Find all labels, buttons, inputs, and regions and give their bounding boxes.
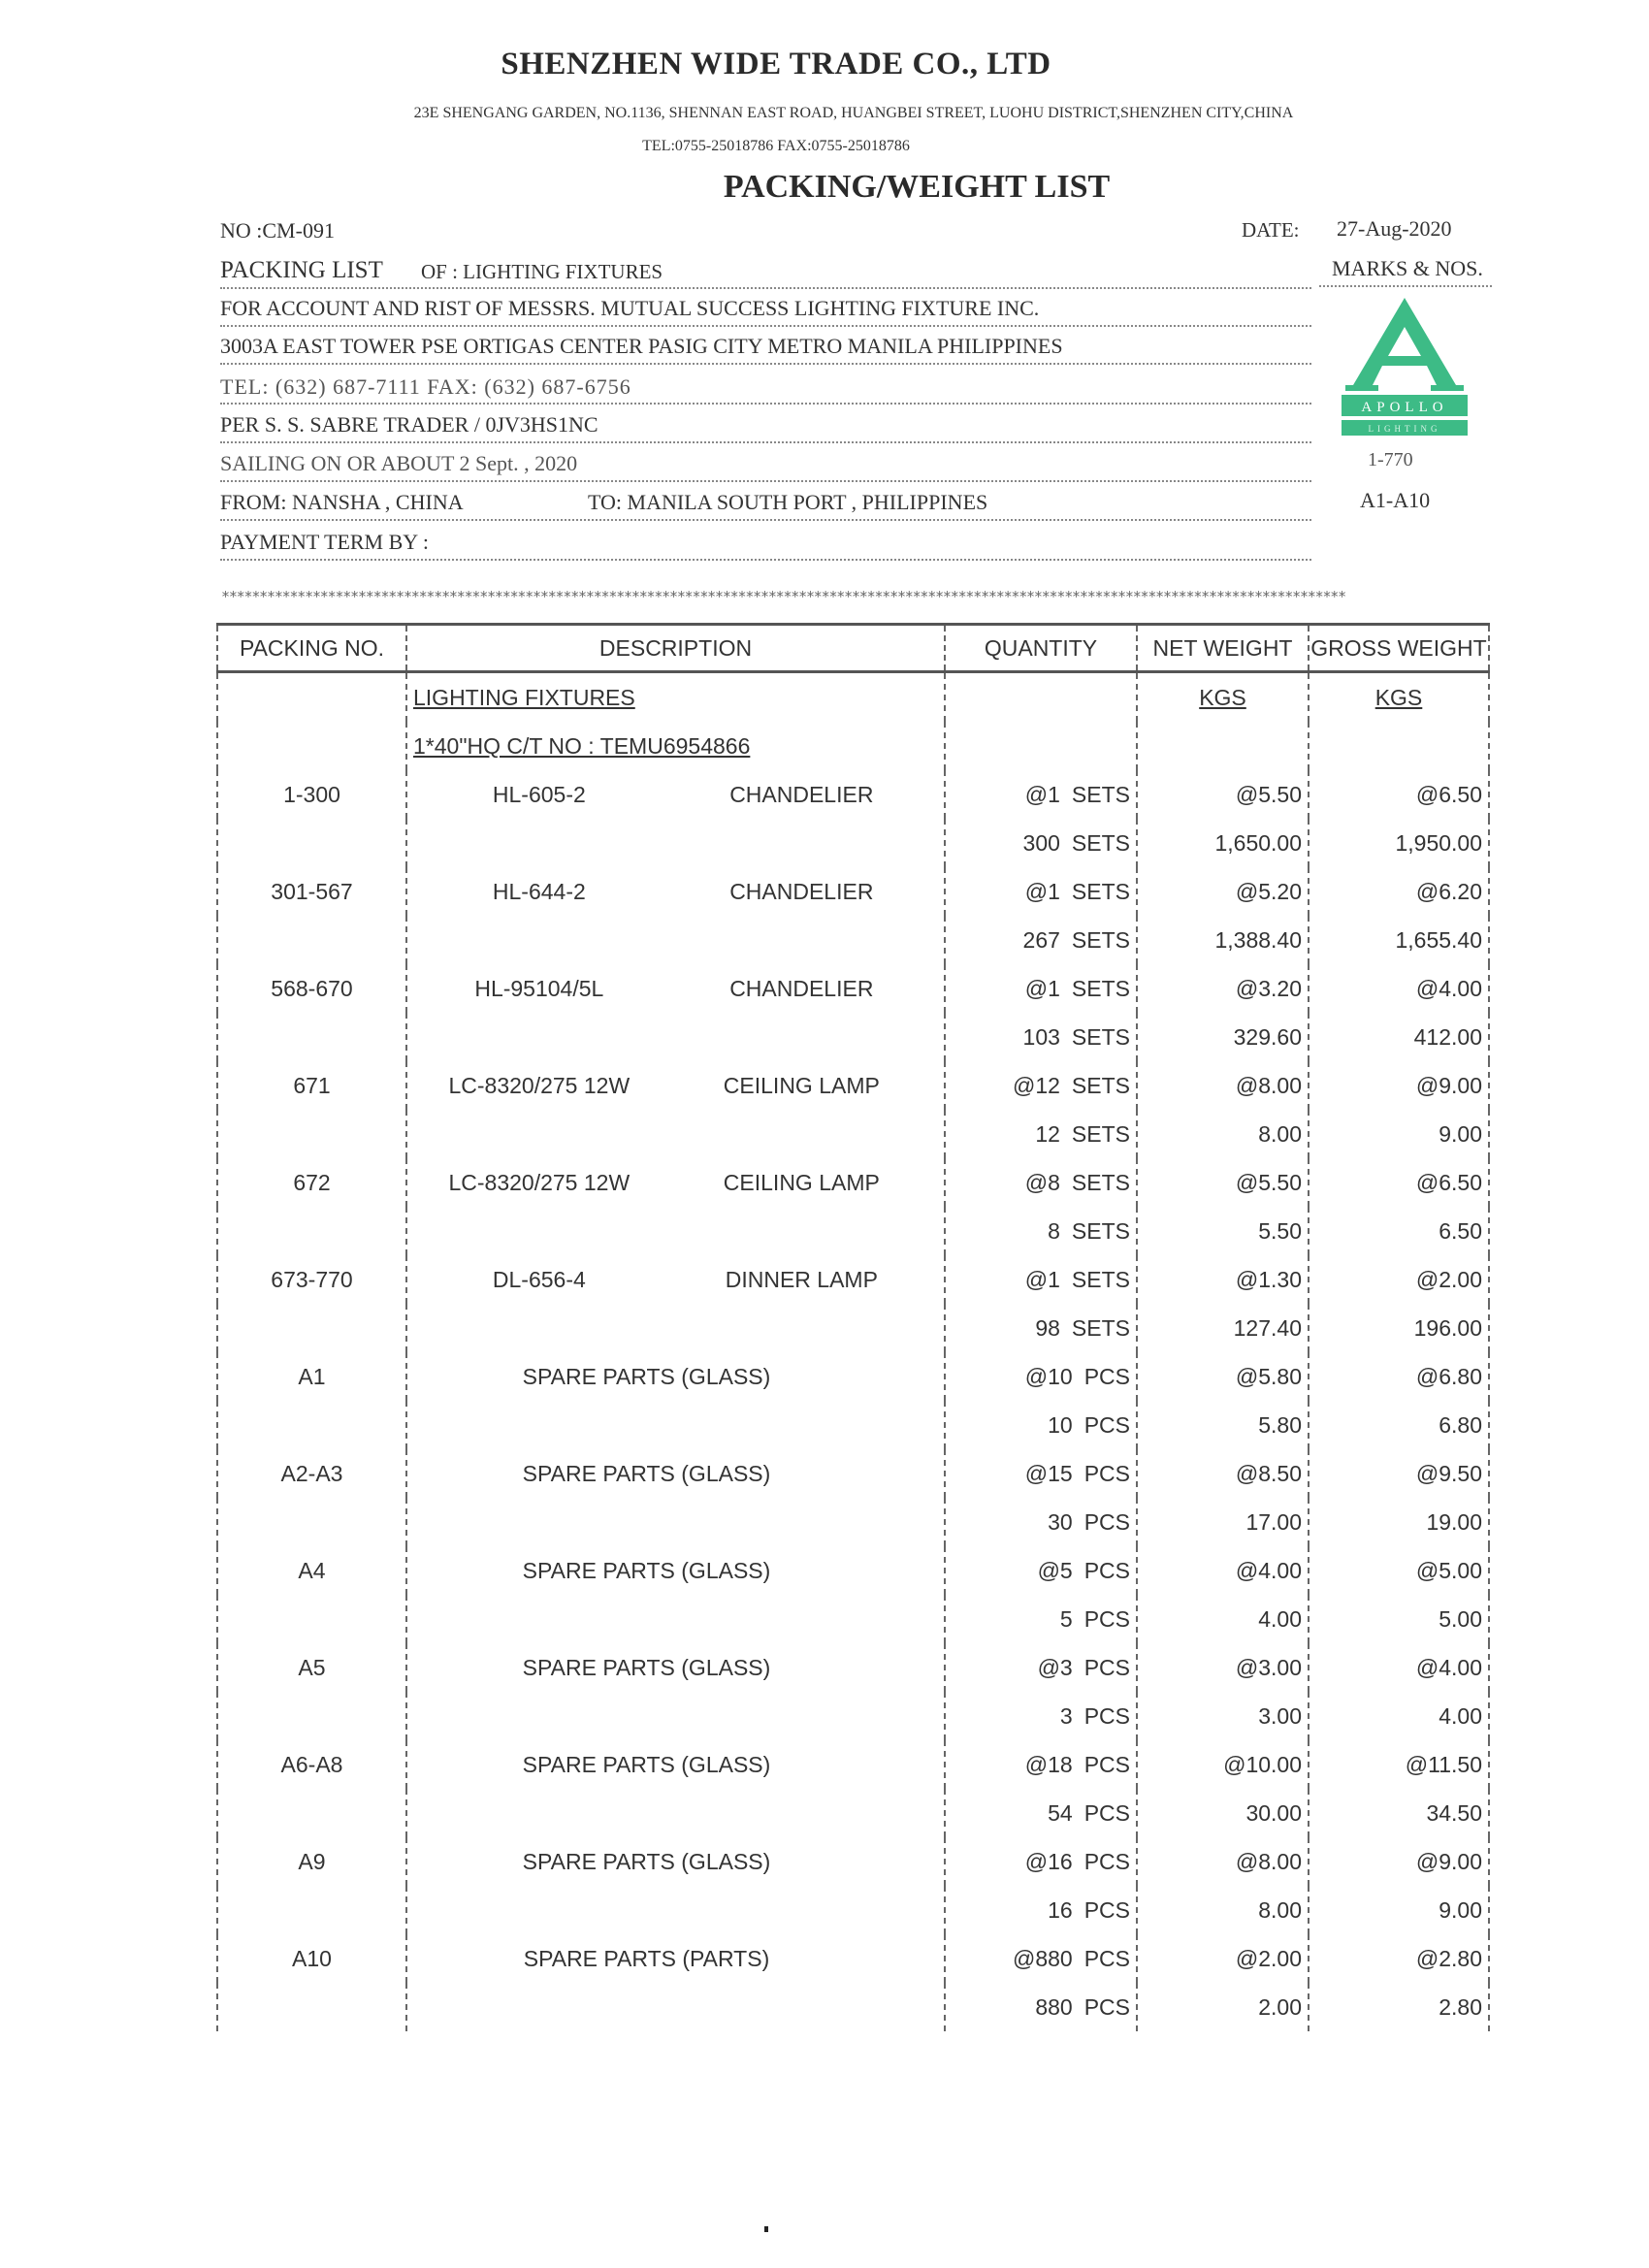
total-gross-weight: 2.80 — [1309, 1983, 1489, 2031]
packing-no: A9 — [217, 1837, 406, 1886]
description-cell — [406, 1158, 945, 1207]
item-name: SPARE PARTS (GLASS) — [522, 1751, 771, 1777]
table-row — [217, 1352, 1489, 1401]
packing-no: A4 — [217, 1546, 406, 1595]
unit-qty: @8 — [1024, 1169, 1060, 1195]
qty-unit: PCS — [1083, 1654, 1130, 1680]
qty-unit: SETS — [1071, 1169, 1130, 1195]
table-row-total — [217, 1207, 1489, 1255]
total-quantity-cell — [945, 1983, 1137, 2031]
total-net-weight: 127.40 — [1137, 1304, 1309, 1352]
qty-unit: PCS — [1083, 1363, 1130, 1389]
dotted-rule — [220, 480, 1311, 482]
total-gross-weight: 5.00 — [1309, 1595, 1489, 1643]
packing-list-label: PACKING LIST — [220, 257, 383, 283]
total-net-weight: 4.00 — [1137, 1595, 1309, 1643]
item-name: CHANDELIER — [729, 975, 874, 1001]
vessel-line: PER S. S. SABRE TRADER / 0JV3HS1NC — [220, 412, 598, 437]
consignee-contact: TEL: (632) 687-7111 FAX: (632) 687-6756 — [220, 374, 631, 399]
description-cell — [406, 1061, 945, 1110]
unit-quantity-cell — [945, 1934, 1137, 1983]
description-cell — [406, 964, 945, 1013]
table-row — [217, 1934, 1489, 1983]
asterisk-separator: **************************************************************************************************************************************************** — [221, 588, 1345, 605]
unit-quantity-cell — [945, 867, 1137, 916]
unit-qty: @880 — [1012, 1945, 1073, 1971]
unit-quantity-cell — [945, 1740, 1137, 1789]
document-title: PACKING/WEIGHT LIST — [723, 169, 1111, 205]
consignee-address: 3003A EAST TOWER PSE ORTIGAS CENTER PASIG CITY METRO MANILA PHILIPPINES — [220, 334, 1063, 358]
total-gross-weight: 6.80 — [1309, 1401, 1489, 1449]
total-quantity-cell — [945, 916, 1137, 964]
total-quantity-cell — [945, 1013, 1137, 1061]
total-net-weight: 8.00 — [1137, 1886, 1309, 1934]
table-row — [217, 1255, 1489, 1304]
account-line: FOR ACCOUNT AND RIST OF MESSRS. MUTUAL SUCCESS LIGHTING FIXTURE INC. — [220, 296, 1040, 320]
total-gross-weight: 9.00 — [1309, 1886, 1489, 1934]
item-name: SPARE PARTS (GLASS) — [522, 1848, 771, 1874]
unit-qty: @12 — [1012, 1072, 1060, 1098]
qty-unit: PCS — [1083, 1460, 1130, 1486]
qty-unit: SETS — [1071, 1120, 1130, 1147]
total-qty: 98 — [1035, 1314, 1060, 1341]
item-name: SPARE PARTS (GLASS) — [522, 1654, 771, 1680]
qty-unit: PCS — [1083, 1508, 1130, 1535]
item-model: HL-644-2 — [492, 878, 586, 904]
packing-no: A1 — [217, 1352, 406, 1401]
header-packing-no: PACKING NO. — [217, 625, 406, 672]
total-gross-weight: 6.50 — [1309, 1207, 1489, 1255]
payment-term: PAYMENT TERM BY : — [220, 530, 429, 554]
table-row — [217, 1449, 1489, 1498]
packing-table — [216, 623, 1490, 2031]
total-qty: 880 — [1035, 1993, 1073, 2020]
table-row — [217, 964, 1489, 1013]
unit-net-weight: @3.00 — [1137, 1643, 1309, 1692]
table-row-total — [217, 1983, 1489, 2031]
description-cell — [406, 770, 945, 819]
dotted-rule — [220, 441, 1311, 443]
unit-quantity-cell — [945, 964, 1137, 1013]
item-name: SPARE PARTS (GLASS) — [522, 1557, 771, 1583]
company-contact: TEL:0755-25018786 FAX:0755-25018786 — [642, 138, 910, 154]
unit-net-weight: @8.00 — [1137, 1837, 1309, 1886]
table-row-total — [217, 819, 1489, 867]
total-qty: 10 — [1048, 1411, 1073, 1438]
table-row — [217, 1158, 1489, 1207]
unit-qty: @10 — [1024, 1363, 1073, 1389]
unit-net-weight: @3.20 — [1137, 964, 1309, 1013]
unit-gross-weight: @9.00 — [1309, 1061, 1489, 1110]
total-net-weight: 5.80 — [1137, 1401, 1309, 1449]
unit-qty: @1 — [1024, 975, 1060, 1001]
total-quantity-cell — [945, 1304, 1137, 1352]
table-row — [217, 1643, 1489, 1692]
packing-no: 1-300 — [217, 770, 406, 819]
unit-qty: @1 — [1024, 1266, 1060, 1292]
item-model: LC-8320/275 12W — [448, 1072, 630, 1098]
total-net-weight: 1,650.00 — [1137, 819, 1309, 867]
total-net-weight: 329.60 — [1137, 1013, 1309, 1061]
unit-net-weight: @10.00 — [1137, 1740, 1309, 1789]
unit-qty: @18 — [1024, 1751, 1073, 1777]
total-gross-weight: 9.00 — [1309, 1110, 1489, 1158]
total-gross-weight: 19.00 — [1309, 1498, 1489, 1546]
svg-text:LIGHTING: LIGHTING — [1368, 424, 1441, 434]
table-row-total — [217, 1595, 1489, 1643]
unit-net-weight: @2.00 — [1137, 1934, 1309, 1983]
total-qty: 3 — [1059, 1702, 1073, 1729]
packing-no: 673-770 — [217, 1255, 406, 1304]
description-cell — [406, 1837, 945, 1886]
container-number: 1*40"HQ C/T NO : TEMU6954866 — [413, 732, 751, 759]
dotted-rule — [220, 287, 1311, 289]
total-qty: 12 — [1035, 1120, 1060, 1147]
sailing-line: SAILING ON OR ABOUT 2 Sept. , 2020 — [220, 451, 578, 475]
packing-no: 568-670 — [217, 964, 406, 1013]
unit-gross-weight: @6.20 — [1309, 867, 1489, 916]
unit-quantity-cell — [945, 1449, 1137, 1498]
qty-unit: PCS — [1083, 1411, 1130, 1438]
qty-unit: PCS — [1083, 1605, 1130, 1632]
unit-gross-weight: @6.50 — [1309, 1158, 1489, 1207]
total-net-weight: 1,388.40 — [1137, 916, 1309, 964]
table-row-total — [217, 1013, 1489, 1061]
unit-qty: @1 — [1024, 878, 1060, 904]
total-quantity-cell — [945, 1401, 1137, 1449]
item-name: SPARE PARTS (PARTS) — [523, 1945, 770, 1971]
qty-unit: SETS — [1071, 1072, 1130, 1098]
item-name: CEILING LAMP — [723, 1072, 880, 1098]
table-row-total — [217, 916, 1489, 964]
section-row — [217, 672, 1489, 723]
dotted-rule — [220, 403, 1311, 405]
unit-qty: @16 — [1024, 1848, 1073, 1874]
description-cell — [406, 1934, 945, 1983]
unit-quantity-cell — [945, 1837, 1137, 1886]
total-net-weight: 2.00 — [1137, 1983, 1309, 2031]
unit-gross-weight: @5.00 — [1309, 1546, 1489, 1595]
item-name: SPARE PARTS (GLASS) — [522, 1460, 771, 1486]
total-qty: 54 — [1048, 1799, 1073, 1826]
table-row-total — [217, 1886, 1489, 1934]
dotted-rule — [220, 325, 1311, 327]
packing-no: 301-567 — [217, 867, 406, 916]
unit-gross-weight: @6.80 — [1309, 1352, 1489, 1401]
total-net-weight: 5.50 — [1137, 1207, 1309, 1255]
unit-gross-weight: @9.00 — [1309, 1837, 1489, 1886]
company-address: 23E SHENGANG GARDEN, NO.1136, SHENNAN EAST ROAD, HUANGBEI STREET, LUOHU DISTRICT,SHENZHEN CITY,CHINA — [413, 105, 1294, 121]
qty-unit: PCS — [1083, 1993, 1130, 2020]
marks-range-2: A1-A10 — [1360, 488, 1431, 512]
table-row-total — [217, 1110, 1489, 1158]
table-row — [217, 1740, 1489, 1789]
total-net-weight: 30.00 — [1137, 1789, 1309, 1837]
unit-qty: @3 — [1037, 1654, 1073, 1680]
unit-quantity-cell — [945, 1255, 1137, 1304]
port-from: FROM: NANSHA , CHINA — [220, 490, 464, 514]
total-qty: 16 — [1048, 1896, 1073, 1923]
net-unit-label: KGS — [1199, 684, 1246, 710]
description-cell — [406, 867, 945, 916]
table-row — [217, 867, 1489, 916]
item-name: CHANDELIER — [729, 781, 874, 807]
packing-list-of: OF : LIGHTING FIXTURES — [421, 260, 663, 283]
header-quantity: QUANTITY — [945, 625, 1137, 672]
unit-net-weight: @1.30 — [1137, 1255, 1309, 1304]
marks-range-1: 1-770 — [1368, 449, 1413, 470]
item-name: CEILING LAMP — [723, 1169, 880, 1195]
total-qty: 267 — [1022, 926, 1060, 953]
apollo-a-icon — [1342, 296, 1468, 441]
description-cell — [406, 1255, 945, 1304]
total-gross-weight: 4.00 — [1309, 1692, 1489, 1740]
unit-gross-weight: @9.50 — [1309, 1449, 1489, 1498]
date-value: 27-Aug-2020 — [1337, 216, 1452, 241]
unit-quantity-cell — [945, 770, 1137, 819]
qty-unit: SETS — [1071, 829, 1130, 856]
unit-net-weight: @5.50 — [1137, 770, 1309, 819]
item-model: DL-656-4 — [492, 1266, 586, 1292]
unit-net-weight: @8.00 — [1137, 1061, 1309, 1110]
table-row — [217, 1061, 1489, 1110]
gross-unit-label: KGS — [1374, 684, 1423, 710]
total-qty: 8 — [1048, 1217, 1060, 1244]
total-net-weight: 17.00 — [1137, 1498, 1309, 1546]
total-gross-weight: 34.50 — [1309, 1789, 1489, 1837]
qty-unit: SETS — [1071, 1266, 1130, 1292]
total-net-weight: 3.00 — [1137, 1692, 1309, 1740]
total-qty: 30 — [1048, 1508, 1073, 1535]
header-description: DESCRIPTION — [406, 625, 945, 672]
date-label: DATE: — [1242, 218, 1300, 242]
qty-unit: SETS — [1071, 781, 1130, 807]
total-net-weight: 8.00 — [1137, 1110, 1309, 1158]
company-name: SHENZHEN WIDE TRADE CO., LTD — [501, 47, 1051, 81]
svg-text:APOLLO: APOLLO — [1361, 400, 1448, 415]
total-gross-weight: 196.00 — [1309, 1304, 1489, 1352]
unit-gross-weight: @2.00 — [1309, 1255, 1489, 1304]
apollo-logo — [1342, 296, 1468, 446]
packing-no: 671 — [217, 1061, 406, 1110]
item-name: DINNER LAMP — [725, 1266, 878, 1292]
qty-unit: PCS — [1083, 1751, 1130, 1777]
table-row-total — [217, 1304, 1489, 1352]
qty-unit: PCS — [1083, 1945, 1130, 1971]
description-cell — [406, 1449, 945, 1498]
packing-no: A6-A8 — [217, 1740, 406, 1789]
section-title: LIGHTING FIXTURES — [413, 684, 635, 710]
unit-net-weight: @8.50 — [1137, 1449, 1309, 1498]
unit-gross-weight: @11.50 — [1309, 1740, 1489, 1789]
total-qty: 5 — [1059, 1605, 1073, 1632]
description-cell — [406, 1352, 945, 1401]
total-gross-weight: 1,950.00 — [1309, 819, 1489, 867]
packing-no: 672 — [217, 1158, 406, 1207]
dotted-rule — [220, 559, 1311, 561]
total-quantity-cell — [945, 1789, 1137, 1837]
unit-gross-weight: @4.00 — [1309, 1643, 1489, 1692]
qty-unit: PCS — [1083, 1848, 1130, 1874]
unit-quantity-cell — [945, 1158, 1137, 1207]
unit-quantity-cell — [945, 1546, 1137, 1595]
packing-no: A2-A3 — [217, 1449, 406, 1498]
item-model: LC-8320/275 12W — [448, 1169, 630, 1195]
description-cell — [406, 1546, 945, 1595]
unit-quantity-cell — [945, 1061, 1137, 1110]
marks-label: MARKS & NOS. — [1332, 256, 1483, 280]
table-row-total — [217, 1789, 1489, 1837]
unit-net-weight: @5.20 — [1137, 867, 1309, 916]
qty-unit: SETS — [1071, 926, 1130, 953]
total-qty: 300 — [1022, 829, 1060, 856]
total-quantity-cell — [945, 1886, 1137, 1934]
table-row — [217, 1837, 1489, 1886]
unit-qty: @1 — [1024, 781, 1060, 807]
unit-quantity-cell — [945, 1352, 1137, 1401]
qty-unit: SETS — [1071, 1023, 1130, 1050]
dotted-rule — [1319, 285, 1492, 287]
qty-unit: PCS — [1083, 1702, 1130, 1729]
table-row-total — [217, 1498, 1489, 1546]
packing-no: A5 — [217, 1643, 406, 1692]
packing-no: A10 — [217, 1934, 406, 1983]
qty-unit: PCS — [1083, 1896, 1130, 1923]
total-gross-weight: 412.00 — [1309, 1013, 1489, 1061]
qty-unit: SETS — [1071, 1217, 1130, 1244]
unit-gross-weight: @2.80 — [1309, 1934, 1489, 1983]
qty-unit: PCS — [1083, 1557, 1130, 1583]
total-quantity-cell — [945, 819, 1137, 867]
unit-net-weight: @5.50 — [1137, 1158, 1309, 1207]
total-quantity-cell — [945, 1110, 1137, 1158]
total-quantity-cell — [945, 1595, 1137, 1643]
unit-qty: @5 — [1037, 1557, 1073, 1583]
unit-qty: @15 — [1024, 1460, 1073, 1486]
total-qty: 103 — [1022, 1023, 1060, 1050]
document-number: NO :CM-091 — [220, 218, 335, 243]
table-row — [217, 1546, 1489, 1595]
description-cell — [406, 1643, 945, 1692]
total-gross-weight: 1,655.40 — [1309, 916, 1489, 964]
item-model: HL-95104/5L — [474, 975, 604, 1001]
unit-net-weight: @5.80 — [1137, 1352, 1309, 1401]
unit-gross-weight: @6.50 — [1309, 770, 1489, 819]
dotted-rule — [220, 363, 1311, 365]
total-quantity-cell — [945, 1692, 1137, 1740]
port-to: TO: MANILA SOUTH PORT , PHILIPPINES — [588, 490, 988, 514]
table-row-total — [217, 1692, 1489, 1740]
item-name: SPARE PARTS (GLASS) — [522, 1363, 771, 1389]
table-row — [217, 770, 1489, 819]
table-row-total — [217, 1401, 1489, 1449]
qty-unit: SETS — [1071, 878, 1130, 904]
header-gross-weight: GROSS WEIGHT — [1309, 625, 1489, 672]
table-header-row — [217, 625, 1489, 672]
item-name: CHANDELIER — [729, 878, 874, 904]
stray-mark — [764, 2226, 768, 2232]
unit-gross-weight: @4.00 — [1309, 964, 1489, 1013]
description-cell — [406, 1740, 945, 1789]
qty-unit: PCS — [1083, 1799, 1130, 1826]
item-model: HL-605-2 — [492, 781, 586, 807]
total-quantity-cell — [945, 1498, 1137, 1546]
container-row — [217, 722, 1489, 770]
qty-unit: SETS — [1071, 975, 1130, 1001]
header-net-weight: NET WEIGHT — [1137, 625, 1309, 672]
dotted-rule — [220, 519, 1311, 521]
qty-unit: SETS — [1071, 1314, 1130, 1341]
unit-quantity-cell — [945, 1643, 1137, 1692]
unit-net-weight: @4.00 — [1137, 1546, 1309, 1595]
total-quantity-cell — [945, 1207, 1137, 1255]
